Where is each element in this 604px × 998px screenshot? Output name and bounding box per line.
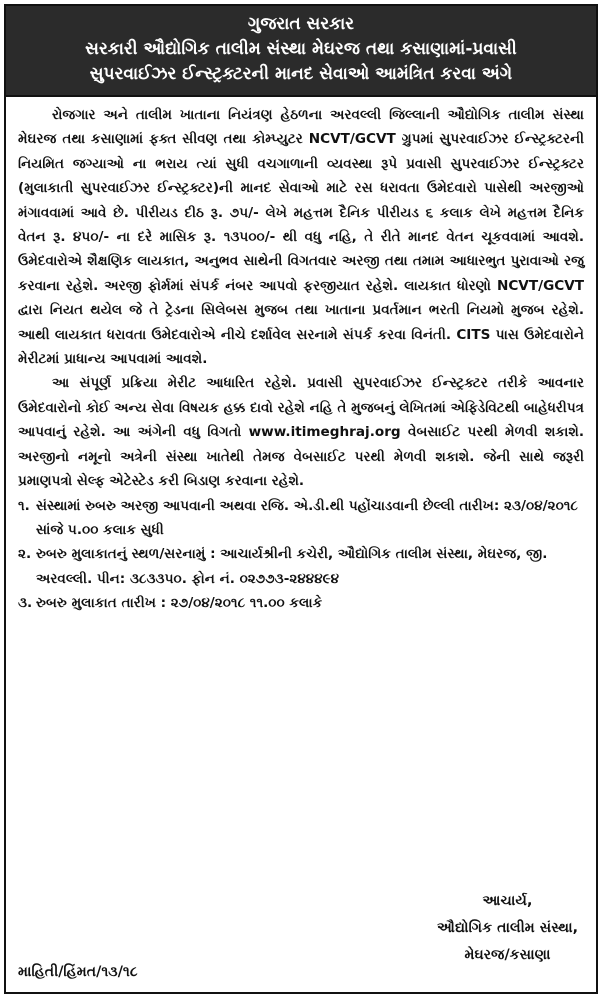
list-item-number: ૧. [18, 497, 30, 514]
signature-block [437, 888, 578, 969]
list-item-text: રુબરુ મુલાકાત તારીખ : ૨૭/૦૪/૨૦૧૮ ૧૧.૦૦ કલાકે [36, 595, 323, 612]
signature-institute: ઔદ્યોગિક તાલીમ સંસ્થા, [436, 920, 578, 936]
list-item [18, 591, 584, 615]
paragraph-1: રોજગાર અને તાલીમ ખાતાના નિયંત્રણ હેઠળના અરવલ્લી જિલ્લાની ઔદ્યોગિક તાલીમ સંસ્થા મેઘરજ તથા કસાણામાં ફક્ત સીવણ તથા કોમ્પ્યુટર NCVT/GCVT ગ્રુપમાં સુપરવાઈઝર ઈન્સ્ટ્રક્ટરની નિયમિત જગ્યાઓ ના ભરાય ત્યાં સુધી વચગાળાની વ્યવસ્થા રૂપે પ્રવાસી સુપરવાઈઝર ઈન્સ્ટ્રક્ટર (મુલાકાતી સુપરવાઈઝર ઈન્સ્ટ્રક્ટર)ની માનદ સેવાઓ માટે રસ ધરાવતા ઉમેદવારો પાસેથી અરજીઓ મંગાવવામાં આવે છે. પીરીયડ દીઠ રૂ. ૭૫/- લેખે મહત્તમ દૈનિક પીરીયડ ૬ કલાક લેખે મહત્તમ દૈનિક વેતન રૂ. ૪૫૦/- ના દરે માસિક રૂ. ૧૩૫૦૦/- થી વધુ નહિ, તે રીતે માનદ વેતન ચૂકવવામાં આવશે. ઉમેદવારોએ શૈક્ષણિક લાયકાત, અનુભવ સાથેની વિગતવાર અરજી તથા તમામ આધારભુત પુરાવાઓ રજુ કરવાના રહેશે. અરજી ફોર્મમાં સંપર્ક નંબર આપવો ફરજીયાત રહેશે. લાયકાત ધોરણો NCVT/GCVT દ્વારા નિયત થયેલ જે તે ટ્રેડના સિલેબસ મુજબ તથા ખાતાના પ્રવર્તમાન ભરતી નિયમો મુજબ રહેશે. આથી લાયકાત ધરાવતા ઉમેદવારોએ નીચે દર્શાવેલ સરનામે સંપર્ક કરવા વિનંતી. CITS પાસ ઉમેદવારોને મેરીટમાં પ્રાધાન્ય આપવામાં આવશે. [18, 107, 584, 368]
signature-place: મેઘરજ/કસાણા [464, 947, 551, 963]
paragraph-2: આ સંપૂર્ણ પ્રક્રિયા મેરીટ આધારિત રહેશે. પ્રવાસી સુપરવાઈઝર ઈન્સ્ટ્રક્ટર તરીકે આવનાર ઉમેદવારોનો કોઈ અન્ય સેવા વિષયક હક્ક દાવો રહેશે નહિ તે મુજબનું લેખિતમાં એફિડેવિટથી બાહેધરીપત્ર આપવાનું રહેશે. આ અંગેની વધુ વિગતો www.itimeghraj.org વેબસાઈટ પરથી મેળવી શકાશે. અરજીનો નમૂનો અત્રેની સંસ્થા ખાતેથી તેમજ વેબસાઈટ પરથી મેળવી શકાશે. જેની સાથે જરૂરી પ્રમાણપત્રો સેલ્ફ એટેસ્ટેડ કરી બિડાણ કરવાના રહેશે. [18, 375, 584, 490]
header-government: ગુજરાત સરકાર [247, 14, 355, 34]
list-item-text: સંસ્થામાં રુબરુ અરજી આપવાની અથવા રજિ. એ.ડી.થી પહોંચાડવાની છેલ્લી તારીખ: ૨૩/૦૪/૨૦૧૮ સાંજે ૫.૦૦ કલાક સુધી [36, 497, 578, 538]
header-institute: સરકારી ઔદ્યોગિક તાલીમ સંસ્થા મેઘરજ તથા કસાણામાં-પ્રવાસી [85, 39, 517, 59]
list-item-number: ૩. [18, 595, 33, 612]
notice-footer [18, 888, 584, 984]
list-item [18, 542, 584, 591]
list-item-number: ૨. [18, 546, 32, 563]
details-list [18, 494, 584, 616]
list-item-text: રુબરુ મુલાકાતનું સ્થળ/સરનામું : આચાર્યશ્રીની કચેરી, ઔદ્યોગિક તાલીમ સંસ્થા, મેઘરજ, જી. અરવલ્લી. પીન: ૩૮૩૩૫૦. ફોન નં. ૦૨૭૭૩-૨૪૪૪૯૪ [36, 546, 548, 587]
notice-header [6, 6, 596, 97]
notice-frame [4, 4, 598, 994]
signature-title: આચાર્ય, [482, 893, 533, 909]
release-code: માહિતી/હિંમત/૧૩/૧૮ [18, 964, 138, 980]
notice-body [6, 97, 596, 616]
list-item [18, 494, 584, 543]
header-subject: સુપરવાઈઝર ઈન્સ્ટ્રક્ટરની માનદ સેવાઓ આમંત્રિત કરવા અંગે [89, 64, 513, 84]
